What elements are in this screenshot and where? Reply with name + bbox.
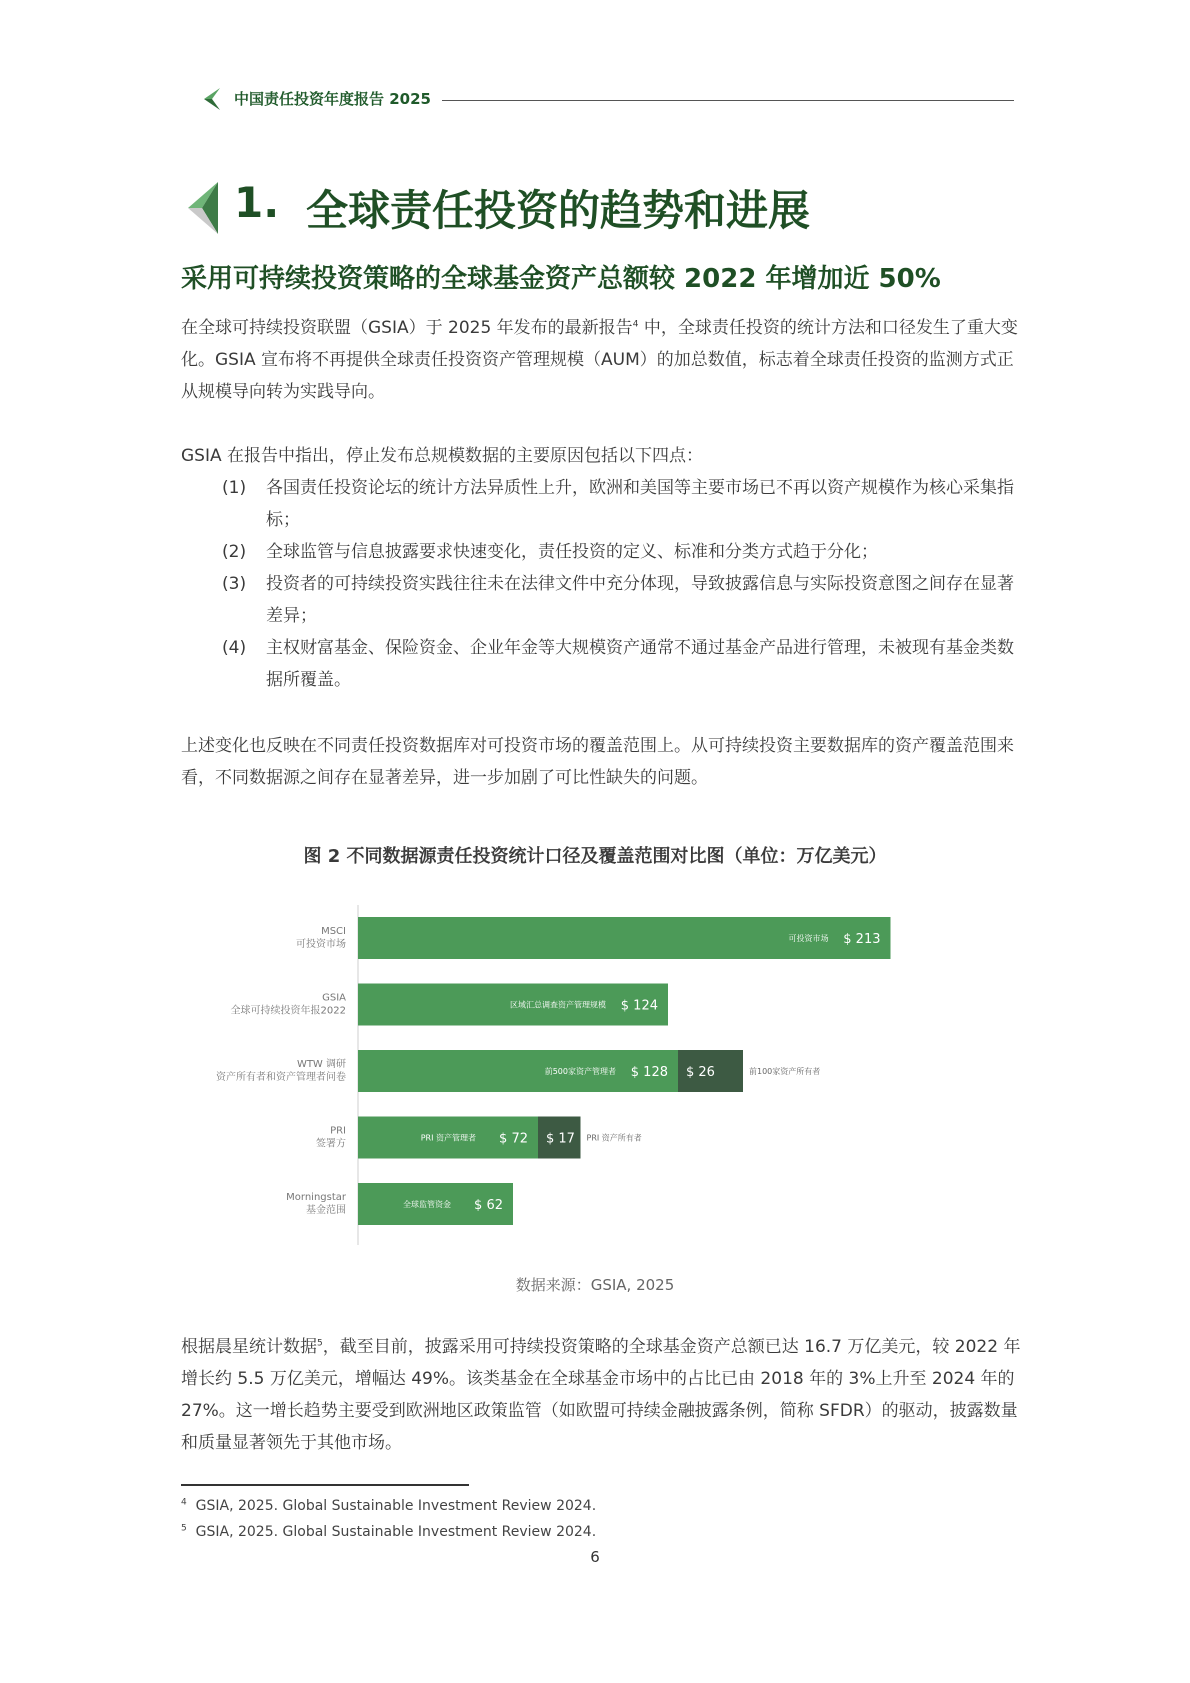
bar-series-label: 可投资市场 [788,934,829,943]
chapter-number: 1. [234,178,280,227]
paragraph-1-after: 中，全球责任投资的统计方法和口径发生了重大变化。GSIA 宣布将不再提供全球责任投资资产管理规模（AUM）的加总数值，标志着全球责任投资的监测方式正从规模导向转为实践导向。 [181,318,1018,402]
footnote-number: 4 [181,1497,187,1508]
bar-value-label: $ 17 [546,1131,575,1147]
category-label: 基金范围 [306,1205,346,1216]
footnote-text: GSIA, 2025. Global Sustainable Investment Review 2024. [195,1524,597,1540]
figure-source: 数据来源：GSIA, 2025 [515,1276,675,1294]
bar-series-label: PRI 资产管理者 [420,1133,476,1143]
footnote-text: GSIA, 2025. Global Sustainable Investment Review 2024. [195,1498,597,1514]
list-text: 各国责任投资论坛的统计方法异质性上升，欧洲和美国等主要市场已不再以资产规模作为核心采集指标； [266,478,1014,530]
category-label: Morningstar [286,1192,346,1203]
list-text: 主权财富基金、保险资金、企业年金等大规模资产通常不通过基金产品进行管理，未被现有基金类数据所覆盖。 [266,638,1014,690]
paragraph-4-before: 根据晨星统计数据 [181,1337,317,1357]
bar-series-label: 前100家资产所有者 [749,1067,821,1076]
paragraph-2: GSIA 在报告中指出，停止发布总规模数据的主要原因包括以下四点： [181,446,704,466]
footnote-ref-5: 5 [317,1338,323,1349]
category-label: 资产所有者和资产管理者问卷 [216,1072,346,1083]
bar-value-label: $ 213 [843,932,881,947]
list-marker: (2) [222,542,247,562]
bar-value-label: $ 72 [499,1131,528,1147]
bar-value-label: $ 128 [630,1065,668,1080]
footnote [181,1524,596,1540]
section-subtitle: 采用可持续投资策略的全球基金资产总额较 2022 年增加近 50% [181,264,941,294]
category-label: MSCI [321,926,346,937]
list-item [222,536,1022,568]
chapter-heading [188,178,1008,238]
paragraph-1 [181,312,1021,408]
running-header [204,84,1014,114]
paragraph-1-before: 在全球可持续投资联盟（GSIA）于 2025 年发布的最新报告 [181,318,633,338]
bar-value-label: $ 124 [620,998,658,1014]
list-item [222,632,1022,696]
category-label: WTW 调研 [296,1059,346,1070]
paragraph-4 [181,1331,1021,1459]
bar-series-label: 区域汇总调查资产管理规模 [510,1000,606,1010]
footnote-number: 5 [181,1523,187,1534]
bar-value-label: $ 62 [474,1198,503,1213]
chapter-title: 全球责任投资的趋势和进展 [306,186,811,235]
coverage-bar-chart [200,905,1030,1245]
bar-value-label: $ 26 [686,1065,715,1080]
category-label: GSIA [322,992,346,1004]
footnote-ref-4: 4 [632,319,639,330]
list-marker: (1) [222,478,247,498]
list-item [222,472,1022,536]
paragraph-4-after: ，截至目前，披露采用可持续投资策略的全球基金资产总额已达 16.7 万亿美元，较 2022 年增长约 5.5 万亿美元，增幅达 49%。该类基金在全球基金市场中的占比已由 2018 年的 3%上升至 2024 年的 27%。这一增长趋势主要受到欧洲地区政策监管（如欧盟可持续金融披露条例，简称 SFDR）的驱动，披露数量和质量显著领先于其他市场。 [181,1337,1021,1453]
bar-series-label: PRI 资产所有者 [586,1133,642,1143]
list-text: 投资者的可持续投资实践往往未在法律文件中充分体现，导致披露信息与实际投资意图之间存在显著差异； [266,574,1014,626]
category-label: 签署方 [316,1138,346,1150]
bar-series-label: 前500家资产管理者 [544,1067,616,1076]
figure-title: 图 2 不同数据源责任投资统计口径及覆盖范围对比图（单位：万亿美元） [303,846,887,867]
chapter-chevron-icon [188,182,218,234]
category-label: PRI [330,1125,346,1137]
header-divider [442,100,1014,101]
footnote-divider [181,1484,469,1486]
running-header-title: 中国责任投资年度报告 2025 [234,90,431,108]
chevron-logo-icon [204,88,220,110]
paragraph-3: 上述变化也反映在不同责任投资数据库对可投资市场的覆盖范围上。从可持续投资主要数据库的资产覆盖范围来看，不同数据源之间存在显著差异，进一步加剧了可比性缺失的问题。 [181,736,1014,788]
reasons-list [222,472,1022,696]
list-marker: (4) [222,638,247,658]
category-label: 全球可持续投资年报2022 [230,1005,346,1017]
footnote [181,1498,596,1514]
list-item [222,568,1022,632]
list-text: 全球监管与信息披露要求快速变化，责任投资的定义、标准和分类方式趋于分化； [266,542,878,562]
page-number: 6 [590,1548,600,1566]
list-marker: (3) [222,574,247,594]
bar-series-label: 全球监管资金 [403,1200,451,1209]
category-label: 可投资市场 [296,939,346,950]
